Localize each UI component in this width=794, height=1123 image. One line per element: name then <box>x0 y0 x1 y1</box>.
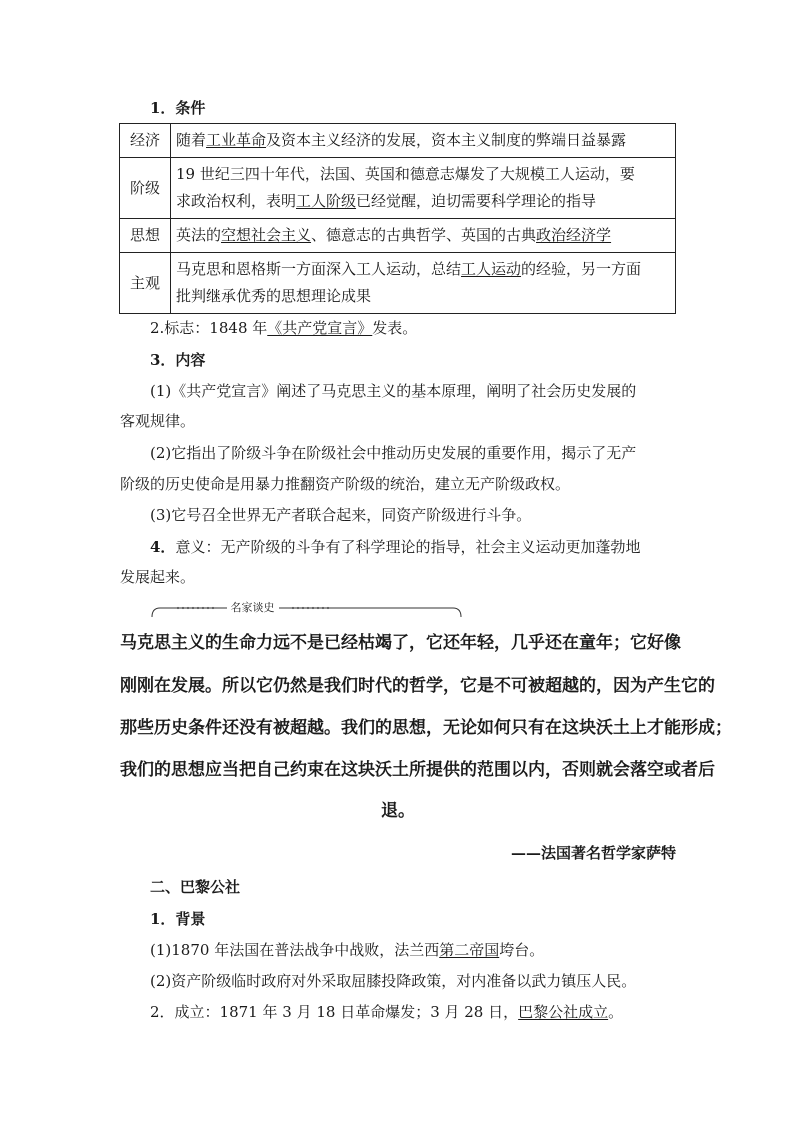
section2-title: 二、巴黎公社 <box>150 878 241 896</box>
meaning-paragraph: 4．意义：无产阶级的斗争有了科学理论的指导，社会主义运动更加蓬勃地 <box>150 538 641 556</box>
table-row <box>120 253 676 314</box>
row-key: 思想 <box>120 219 171 253</box>
meaning-paragraph-cont: 发展起来。 <box>120 568 196 586</box>
row-key: 主观 <box>120 253 171 314</box>
establishment-line: 2．成立：1871 年 3 月 18 日革命爆发；3 月 28 日，巴黎公社成立。 <box>150 1003 624 1021</box>
row-value: 19 世纪三四十年代，法国、英国和德意志爆发了大规模工人运动，要 求政治权利，表明工人阶级已经觉醒，迫切需要科学理论的指导 <box>171 158 676 219</box>
table-row <box>120 158 676 219</box>
sign-line: 2.标志：1848 年《共产党宣言》发表。 <box>150 319 418 337</box>
row-value: 英法的空想社会主义、德意志的古典哲学、英国的古典政治经济学 <box>171 219 676 253</box>
quote-attribution: ——法国著名哲学家萨特 <box>510 844 676 862</box>
quote-line-1: 马克思主义的生命力远不是已经枯竭了，它还年轻，几乎还在童年；它好像 <box>120 633 681 653</box>
background-item-1: (1)1870 年法国在普法战争中战败，法兰西第二帝国垮台。 <box>150 941 545 959</box>
quote-line-2: 刚刚在发展。所以它仍然是我们时代的哲学，它是不可被超越的，因为产生它的 <box>120 676 715 696</box>
content-paragraph-1-cont: 客观规律。 <box>120 412 196 430</box>
table-row <box>120 219 676 253</box>
table-row <box>120 124 676 158</box>
famous-quote-banner <box>150 601 463 619</box>
background-heading: 1．背景 <box>150 910 206 928</box>
conditions-heading: 1．条件 <box>150 99 206 117</box>
quote-line-5: 退。 <box>381 801 415 821</box>
content-heading: 3．内容 <box>150 351 206 369</box>
content-paragraph-2: (2)它指出了阶级斗争在阶级社会中推动历史发展的重要作用，揭示了无产 <box>150 444 637 462</box>
row-key: 经济 <box>120 124 171 158</box>
content-paragraph-1: (1)《共产党宣言》阐述了马克思主义的基本原理，阐明了社会历史发展的 <box>150 382 637 400</box>
quote-line-3: 那些历史条件还没有被超越。我们的思想，无论如何只有在这块沃土上才能形成； <box>120 718 732 738</box>
row-key: 阶级 <box>120 158 171 219</box>
quote-line-4: 我们的思想应当把自己约束在这块沃土所提供的范围以内，否则就会落空或者后 <box>120 760 715 780</box>
banner-title: 名家谈史 <box>227 601 279 614</box>
conditions-table <box>119 123 676 314</box>
background-item-2: (2)资产阶级临时政府对外采取屈膝投降政策，对内准备以武力镇压人民。 <box>150 972 637 990</box>
row-value: 随着工业革命及资本主义经济的发展，资本主义制度的弊端日益暴露 <box>171 124 676 158</box>
content-paragraph-2-cont: 阶级的历史使命是用暴力推翻资产阶级的统治，建立无产阶级政权。 <box>120 475 571 493</box>
content-paragraph-3: (3)它号召全世界无产者联合起来，同资产阶级进行斗争。 <box>150 506 532 524</box>
row-value: 马克思和恩格斯一方面深入工人运动，总结工人运动的经验，另一方面 批判继承优秀的思想理论成果 <box>171 253 676 314</box>
